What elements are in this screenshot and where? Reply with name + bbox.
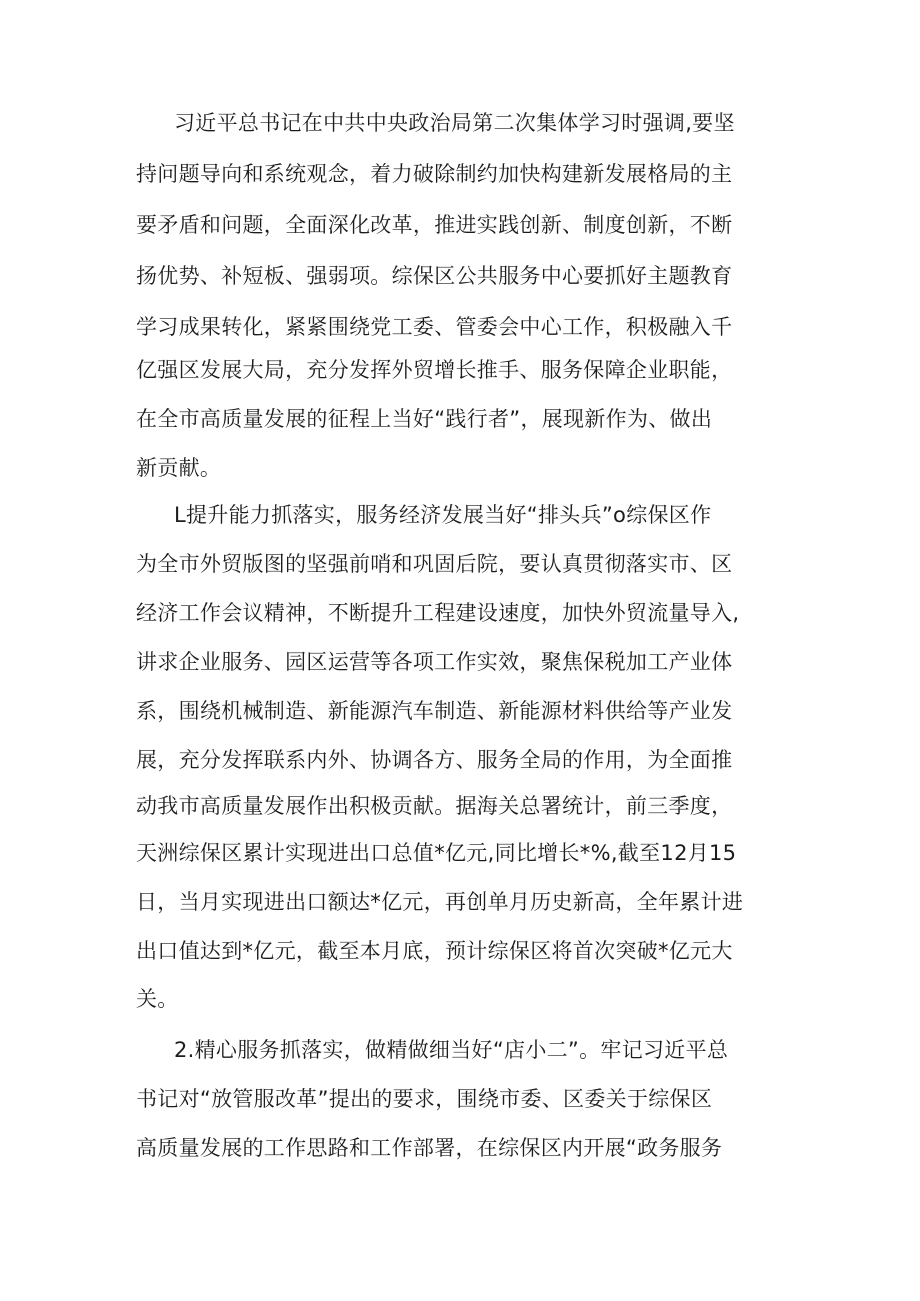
text-line: 日，当月实现进出口额达*亿元，再创单月历史新高，全年累计进	[136, 890, 744, 914]
text-line: 扬优势、补短板、强弱项。综保区公共服务中心要抓好主题教育	[136, 264, 733, 288]
text-line: 要矛盾和问题，全面深化改革，推进实践创新、制度创新，不断	[136, 213, 733, 237]
text-line: 天洲综保区累计实现进出口总值*亿元,同比增长*%,截至12月15	[136, 841, 737, 865]
text-line: 经济工作会议精神，不断提升工程建设速度，加快外贸流量导入,	[136, 601, 740, 625]
text-line: 亿强区发展大局，充分发挥外贸增长推手、服务保障企业职能，	[136, 358, 733, 382]
text-line: 高质量发展的工作思路和工作部署，在综保区内开展“政务服务	[136, 1136, 723, 1160]
text-line: 展，充分发挥联系内外、协调各方、服务全局的作用，为全面推	[136, 748, 733, 772]
text-line: 书记对“放管服改革”提出的要求，围绕市委、区委关于综保区	[136, 1087, 713, 1111]
text-line: 习近平总书记在中共中央政治局第二次集体学习时强调,要坚	[174, 111, 735, 135]
text-line: L提升能力抓落实，服务经济发展当好“排头兵”o综保区作	[174, 503, 712, 527]
text-line: 讲求企业服务、园区运营等各项工作实效，聚焦保税加工产业体	[136, 650, 733, 674]
text-line: 动我市高质量发展作出积极贡献。据海关总署统计，前三季度，	[136, 794, 733, 818]
text-line: 2.精心服务抓落实，做精做细当好“店小二”。牢记习近平总	[174, 1038, 729, 1062]
text-line: 为全市外贸版图的坚强前哨和巩固后院，要认真贯彻落实市、区	[136, 552, 733, 576]
text-line: 新贡献。	[136, 456, 222, 480]
text-line: 在全市高质量发展的征程上当好“践行者”，展现新作为、做出	[136, 407, 713, 431]
text-line: 系，围绕机械制造、新能源汽车制造、新能源材料供给等产业发	[136, 699, 733, 723]
text-line: 持问题导向和系统观念，着力破除制约加快构建新发展格局的主	[136, 162, 733, 186]
text-line: 关。	[136, 987, 179, 1011]
text-line: 出口值达到*亿元，截至本月底，预计综保区将首次突破*亿元大	[136, 939, 733, 963]
text-line: 学习成果转化，紧紧围绕党工委、管委会中心工作，积极融入千	[136, 315, 733, 339]
